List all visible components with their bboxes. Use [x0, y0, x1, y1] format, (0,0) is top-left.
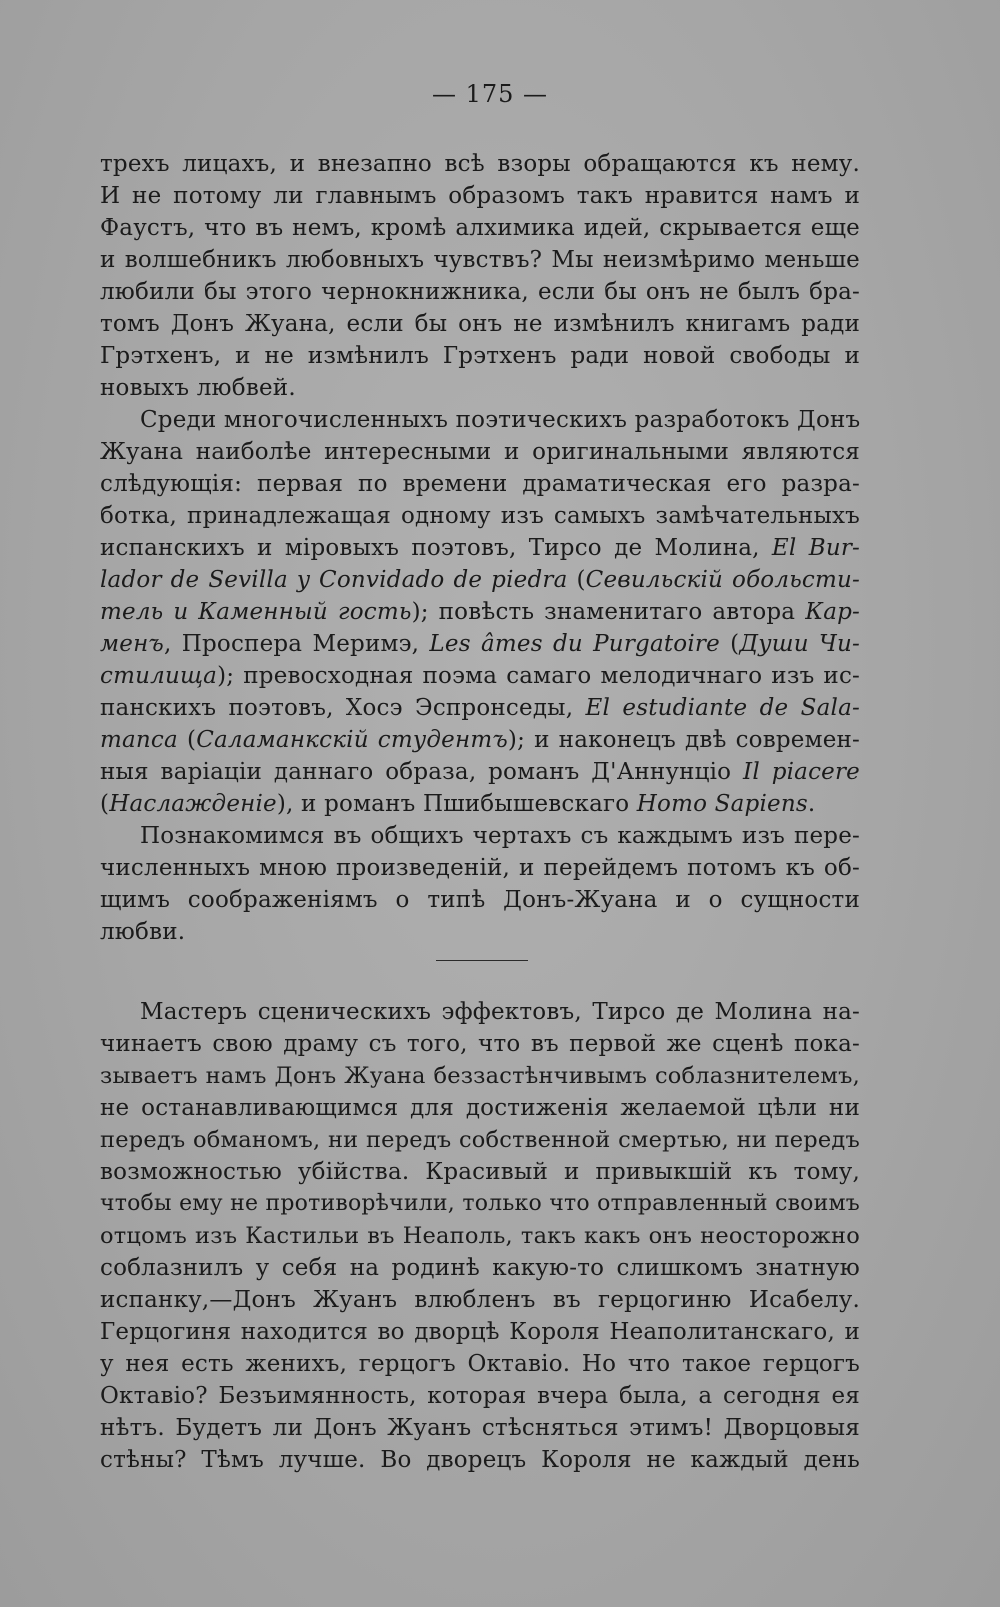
text-line — [100, 660, 860, 692]
text-line — [100, 756, 860, 788]
title-italic: Кар- — [805, 599, 860, 625]
text-run: панскихъ поэтовъ, Хосэ Эспронседы, — [100, 695, 586, 721]
text-line: любви. — [100, 919, 186, 945]
text-run: ( — [100, 791, 110, 817]
text-line: возможностью убійства. Красивый и привыкшій къ тому, — [100, 1159, 860, 1185]
page-number: — 175 — — [431, 80, 549, 108]
text-line: Грэтхенъ, и не измѣнилъ Грэтхенъ ради новой свободы и — [100, 343, 860, 369]
text-line: томъ Донъ Жуана, если бы онъ не измѣнилъ книгамъ ради — [100, 311, 860, 337]
text-line: у нея есть женихъ, герцогъ Октавіо. Но что такое герцогъ — [100, 1351, 860, 1377]
title-italic: Души Чи- — [739, 631, 861, 657]
title-italic: Наслажденіе — [109, 791, 277, 817]
text-line: соблазнилъ у себя на родинѣ какую-то слишкомъ знатную — [100, 1255, 860, 1281]
title-italic: Les âmes du Purgatoire — [429, 631, 720, 657]
text-run: ), и романъ Пшибышевскаго — [276, 791, 637, 817]
text-run: ); превосходная поэма самаго мелодичнаго изъ ис- — [217, 663, 860, 689]
text-line: ботка, принадлежащая одному изъ самыхъ замѣчательныхъ — [100, 503, 860, 529]
text-line — [100, 532, 860, 564]
text-line: стѣны? Тѣмъ лучше. Во дворецъ Короля не каждый день — [100, 1447, 860, 1473]
text-line — [100, 788, 860, 820]
text-line: чтобы ему не противорѣчили, только что отправленный своимъ — [100, 1191, 860, 1216]
text-line — [100, 692, 860, 724]
title-italic: El Bur- — [771, 535, 860, 561]
text-line: Октавіо? Безъимянность, которая вчера была, а сегодня ея — [100, 1383, 860, 1409]
text-line: Герцогиня находится во дворцѣ Короля Неаполитанскаго, и — [100, 1319, 860, 1345]
text-line: Познакомимся въ общихъ чертахъ съ каждымъ изъ пере- — [140, 823, 860, 849]
title-italic: стилища — [100, 663, 218, 689]
title-italic: Саламанкскій студентъ — [196, 727, 508, 753]
text-line: Жуана наиболѣе интересными и оригинальными являются — [100, 439, 860, 465]
text-line: зываетъ намъ Донъ Жуана беззастѣнчивымъ соблазнителемъ, — [100, 1063, 860, 1089]
text-line — [100, 628, 860, 660]
text-line — [100, 724, 860, 756]
text-run: , Проспера Меримэ, — [163, 631, 430, 657]
text-line: численныхъ мною произведеній, и перейдемъ потомъ къ об- — [100, 855, 860, 881]
text-line: И не потому ли главнымъ образомъ такъ нравится намъ и — [100, 183, 860, 209]
title-italic: El estudiante de Sala- — [585, 695, 860, 721]
text-line: не останавливающимся для достиженія желаемой цѣли ни — [100, 1095, 860, 1121]
title-italic: Севильскій обольсти- — [585, 567, 860, 593]
title-italic: тель и Каменный гость — [100, 599, 412, 625]
text-run: ныя варіаціи даннаго образа, романъ Д'Аннунціо — [100, 759, 744, 785]
text-line: Среди многочисленныхъ поэтическихъ разработокъ Донъ — [140, 407, 861, 433]
title-italic: Homo Sapiens — [636, 791, 808, 817]
text-run: ); повѣсть знаменитаго автора — [411, 599, 806, 625]
text-line: Фаустъ, что въ немъ, кромѣ алхимика идей, скрывается еще — [100, 215, 860, 241]
text-line: щимъ соображеніямъ о типѣ Донъ-Жуана и о сущности — [100, 887, 860, 913]
text-line: испанку,—Донъ Жуанъ влюбленъ въ герцогиню Исабелу. — [100, 1287, 860, 1313]
text-run: ); и наконецъ двѣ современ- — [507, 727, 861, 753]
text-line: слѣдующія: первая по времени драматическая его разра- — [100, 471, 860, 497]
text-run: ( — [719, 631, 740, 657]
text-line: трехъ лицахъ, и внезапно всѣ взоры обращаются къ нему. — [100, 151, 860, 177]
text-line: Мастеръ сценическихъ эффектовъ, Тирсо де Молина на- — [140, 999, 860, 1025]
text-line: чинаетъ свою драму съ того, что въ первой же сценѣ пока- — [100, 1031, 860, 1057]
text-line: отцомъ изъ Кастильи въ Неаполь, такъ какъ онъ неосторожно — [100, 1223, 860, 1249]
text-line: любили бы этого чернокнижника, если бы онъ не былъ бра- — [100, 279, 860, 305]
text-line — [100, 564, 860, 596]
text-line: передъ обманомъ, ни передъ собственной смертью, ни передъ — [100, 1127, 860, 1153]
section-divider — [436, 960, 528, 961]
text-run: ( — [567, 567, 586, 593]
text-run: . — [807, 791, 816, 817]
text-run: ( — [177, 727, 197, 753]
text-line: новыхъ любвей. — [100, 375, 296, 401]
title-italic: Il piacere — [743, 759, 860, 785]
text-line: нѣтъ. Будетъ ли Донъ Жуанъ стѣсняться этимъ! Дворцовыя — [100, 1415, 860, 1441]
text-line: и волшебникъ любовныхъ чувствъ? Мы неизмѣримо меньше — [100, 247, 860, 273]
text-run: испанскихъ и міровыхъ поэтовъ, Тирсо де Молина, — [100, 535, 772, 561]
title-italic: менъ — [100, 631, 164, 657]
text-line — [100, 596, 860, 628]
title-italic: lador de Sevilla y Convidado de piedra — [100, 567, 568, 593]
title-italic: manca — [100, 727, 178, 753]
